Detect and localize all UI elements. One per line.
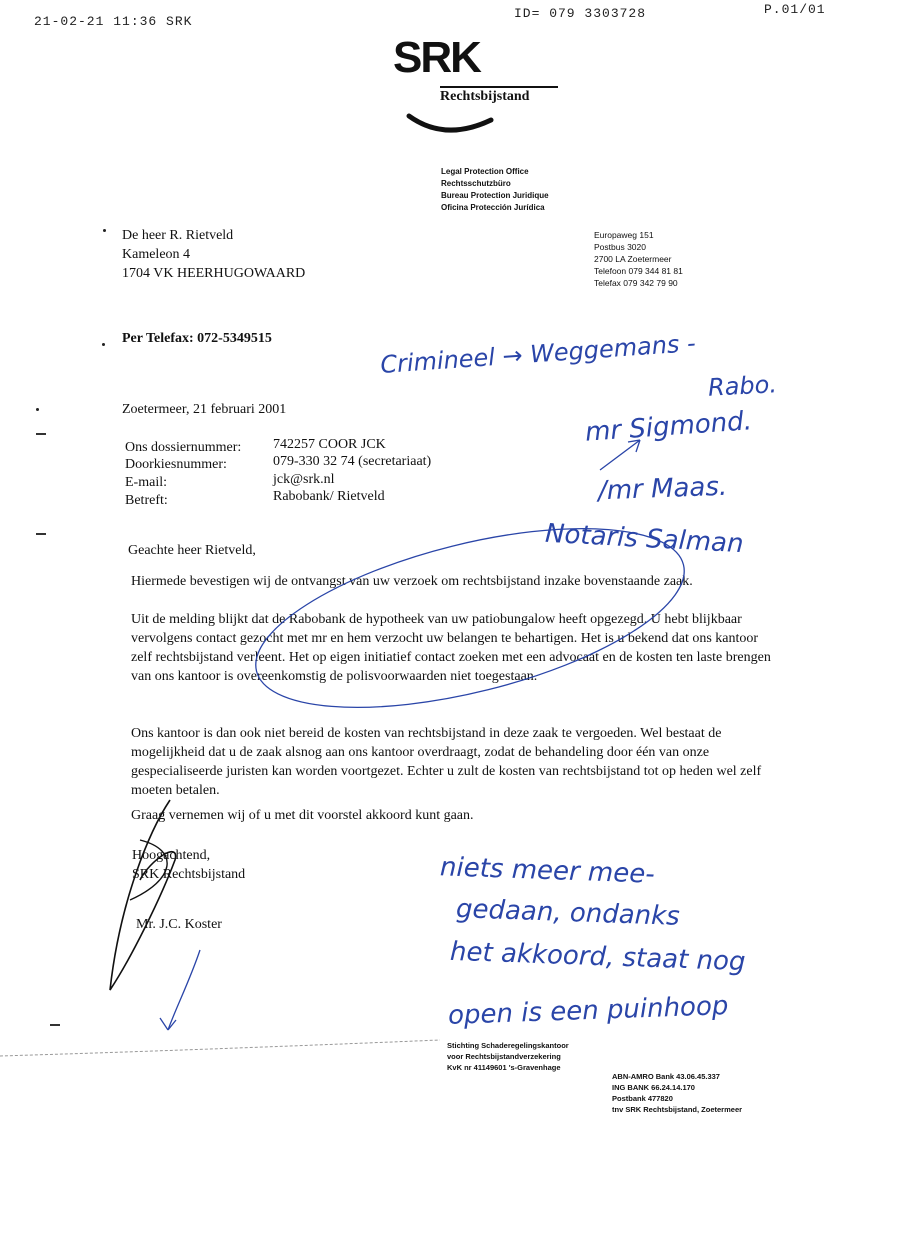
recipient-city: 1704 VK HEERHUGOWAARD <box>122 266 306 281</box>
margin-dash <box>36 433 46 435</box>
footer-foundation-line: KvK nr 41149601 's-Gravenhage <box>447 1063 561 1072</box>
note-crimineel: Crimineel → Weggemans - <box>379 329 697 379</box>
note-maas: /mr Maas. <box>597 471 728 507</box>
field-value-dossier: 742257 COOR JCK <box>273 437 386 452</box>
office-name-es: Oficina Protección Jurídica <box>441 203 545 212</box>
note-notaris: Notaris Salman <box>544 518 745 560</box>
logo-subtitle: Rechtsbijstand <box>440 89 530 104</box>
margin-dot <box>103 229 106 232</box>
signatory-name: Mr. J.C. Koster <box>136 917 222 932</box>
footer-bank-line: ING BANK 66.24.14.170 <box>612 1083 695 1092</box>
body-paragraph-1: Hiermede bevestigen wij de ontvangst van uw verzoek om rechtsbijstand inzake bovenstaande zaak. <box>131 574 693 589</box>
footer-foundation-line: Stichting Schaderegelingskantoor <box>447 1041 569 1050</box>
note-akkoord: het akkoord, staat nog <box>449 936 746 978</box>
footer-bank-line: Postbank 477820 <box>612 1094 673 1103</box>
logo-mark: SRK <box>393 33 480 82</box>
field-value-subject: Rabobank/ Rietveld <box>273 489 385 504</box>
field-label-email: E-mail: <box>125 475 167 490</box>
body-paragraph-4: Graag vernemen wij of u met dit voorstel akkoord kunt gaan. <box>131 808 474 823</box>
salutation: Geachte heer Rietveld, <box>128 543 256 558</box>
office-name-de: Rechtsschutzbüro <box>441 179 511 188</box>
office-name-en: Legal Protection Office <box>441 167 529 176</box>
sender-city: 2700 LA Zoetermeer <box>594 254 672 264</box>
office-name-fr: Bureau Protection Juridique <box>441 191 549 200</box>
note-rabo: Rabo. <box>707 370 778 402</box>
field-value-email: jck@srk.nl <box>273 472 335 487</box>
fax-id: ID= 079 3303728 <box>514 6 647 21</box>
recipient-name: De heer R. Rietveld <box>122 228 234 243</box>
body-paragraph-2: Uit de melding blijkt dat de Rabobank de hypotheek van uw patiobungalow heeft opgezegd. U hebt blijkbaar vervolgens contact gezocht met mr en hem verzocht uw belangen te behartigen. Het is u bekend dat ons kantoor zelf rechtsbijstand verleent. Het op eigen initiatief contact zoeken met een advocaat en de kosten ten laste brengen van ons kantoor is overeenkomstig de polisvoorwaarden niet toegestaan. <box>131 612 771 684</box>
footer-bank-line: ABN-AMRO Bank 43.06.45.337 <box>612 1072 720 1081</box>
sender-phone: Telefoon 079 344 81 81 <box>594 266 683 276</box>
field-label-dossier: Ons dossiernummer: <box>125 440 242 455</box>
note-puinhoop: open is een puinhoop <box>447 991 729 1031</box>
fax-number: Per Telefax: 072-5349515 <box>122 331 272 346</box>
body-paragraph-3: Ons kantoor is dan ook niet bereid de kosten van rechtsbijstand in deze zaak te vergoeden. Wel bestaat de mogelijkheid dat u de zaak alsnog aan ons kantoor overdraagt, zodat de behandeling door één van onze gespecialiseerde juristen kan worden voortgezet. Echter u zult de kosten van rechtsbijstand tot op heden wel zelf moeten betalen. <box>131 726 762 798</box>
fax-datetime: 21-02-21 11:36 SRK <box>34 14 193 29</box>
footer-bank-line: tnv SRK Rechtsbijstand, Zoetermeer <box>612 1105 743 1114</box>
note-gedaan: gedaan, ondanks <box>455 894 681 932</box>
margin-dot <box>36 408 39 411</box>
margin-dash <box>36 533 46 535</box>
field-label-subject: Betreft: <box>125 493 168 508</box>
sender-street: Europaweg 151 <box>594 230 654 240</box>
closing-greeting: Hoogachtend, <box>132 848 211 863</box>
footer-foundation <box>447 1040 569 1073</box>
note-sigmond: mr Sigmond. <box>584 406 753 448</box>
note-niets: niets meer mee- <box>439 852 656 890</box>
footer-foundation-line: voor Rechtsbijstandverzekering <box>447 1052 561 1061</box>
sender-pobox: Postbus 3020 <box>594 242 646 252</box>
footer-banks <box>612 1071 742 1115</box>
fax-page: P.01/01 <box>764 2 826 17</box>
closing-org: SRK Rechtsbijstand <box>132 867 246 882</box>
sender-fax: Telefax 079 342 79 90 <box>594 278 678 288</box>
field-value-phone: 079-330 32 74 (secretariaat) <box>273 454 432 469</box>
recipient-street: Kameleon 4 <box>122 247 191 262</box>
place-date: Zoetermeer, 21 februari 2001 <box>122 402 287 417</box>
margin-dash <box>50 1024 60 1026</box>
field-label-phone: Doorkiesnummer: <box>125 457 227 472</box>
